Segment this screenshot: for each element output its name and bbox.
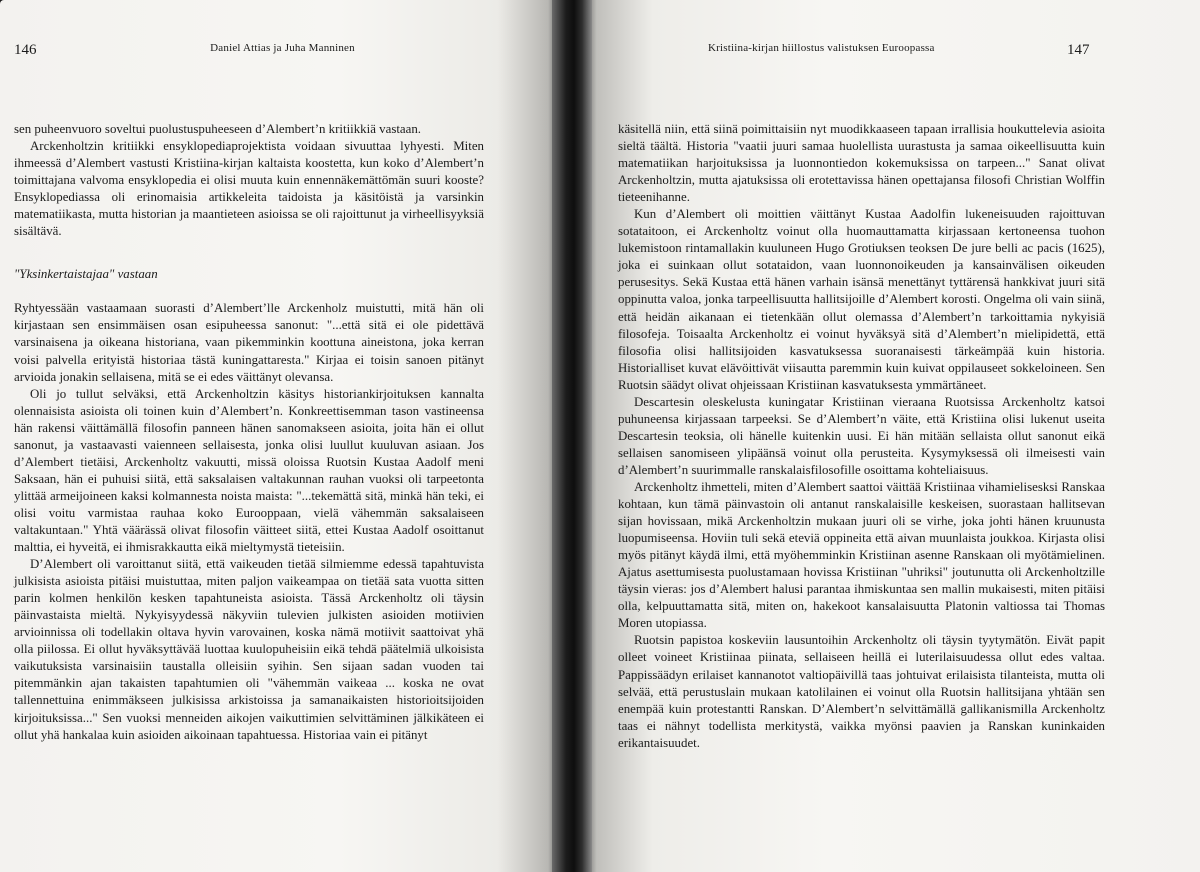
paragraph: Kun d’Alembert oli moittien väittänyt Kustaa Aadolfin lukeneisuuden rajoittuvan sotataitoon, ei Arckenholtz voinut olla huomauttamatta kirjassaan kertoneensa tuohon lukemistoon rintamallakin kuuluneen Hugo Grotiuksen teoksen De jure belli ac pacis (1625), joka ei suinkaan ollut sotataidon, vaan luonnonoikeuden ja kansainvälisen oikeuden perusesitys. Sekä Kustaa että hänen varhain isänsä menettänyt tyttärensä hankkivat juuri sitä oppinutta valoa, jonka tarpeellisuutta hallitsijoille d’Alembert korosti. Ongelma oli vain siinä, että heidän aikanaan ei tietenkään ollut olemassa d’Alembert’n tarkoittamia nykyisiä filosofeja. Toisaalta Arckenholtz ei voinut hyväksyä sitä d’Alembert’n mielipidettä, että filosofia olisi hallitsijoiden kasvatuksessa suoranaisesti tärkeämpää kuin historia. Historialliset kuvat elävöittivät viisautta paremmin kuin kuivat oppilauseet sokkeloineen. Sen Ruotsin säädyt olivat ohjeissaan Kristiinan kasvatuksesta ymmärtäneet. — [618, 207, 1105, 392]
page-number-left: 146 — [14, 42, 37, 58]
paragraph: Descartesin oleskelusta kuningatar Kristiinan vieraana Ruotsissa Arckenholtz katsoi puhuneensa kirjassaan tarpeeksi. Se d’Alembert’n väite, että Kristiina olisi lukenut useita Descartesin teoksia, oli hänelle kuitenkin uusi. Ei hän mitään sellaista ollut sanonut eikä sellaisen sanomiseen ylipäänsä voinut olla perusteita. Kysymyksessä oli ilmeisesti vain d’Alembert’n suurimmalle ranskalaisfilosofille osoittama kohteliaisuus. — [618, 394, 1105, 477]
left-page — [0, 0, 565, 872]
running-head-left: Daniel Attias ja Juha Manninen — [210, 42, 355, 54]
section-heading: "Yksinkertaistajaa" vastaan — [14, 267, 158, 282]
paragraph: Arckenholtzin kritiikki ensyklopediaprojektista voidaan sivuuttaa lyhyesti. Miten ihmeessä d’Alembert vastusti Kristiina-kirjan kaltaista koostetta, kun koko d’Alembert’n toimittajana valvoma ensyklopedia ei olisi muuta kuin ennennäkemättömän suuri kooste? Ensyklopediassa oli erinomaisia artikkeleita taidoista ja käsitöistä ja varsinkin matematiikasta, mutta historian ja maantieteen asioissa se oli rajoittunut ja virheellisyyksiä sisältävä. — [14, 139, 484, 239]
paragraph: sen puheenvuoro soveltui puolustuspuheeseen d’Alembert’n kritiikkiä vastaan. — [14, 122, 422, 136]
page-number-right: 147 — [1067, 42, 1090, 58]
right-page-body — [618, 121, 1105, 752]
running-head-right: Kristiina-kirjan hiillostus valistuksen Euroopassa — [708, 42, 935, 54]
paragraph: Ryhtyessään vastaamaan suorasti d’Alembert’lle Arckenholz muistutti, mitä hän oli kirjastaan sen ensimmäisen osan esipuheessa sanonut: "...että sitä ei ole pidettävä varsinaisena ja oikeana historiana, vaan pikemminkin koottuna aineistona, joka kerran voisi palvella erityistä historiaa tästä kuningattaresta." Kirjaa ei toisin sanoen pitänyt arvioida jonakin sellaisena, mitä se ei edes väittänyt olevansa. — [14, 301, 484, 384]
paragraph: käsitellä niin, että siinä poimittaisiin nyt muodikkaaseen tapaan irrallisia houkuttelevia asioita sieltä täältä. Historia "vaatii juuri samaa huolellista uurastusta ja samaa oikeellisuutta kuin matematiikan harjoituksissa ja luonnontiedon kokemuksissa on tarpeen..." Sanat olivat Arckenholtzin, mutta ajatuksissa oli erotettavissa hänen opettajansa filosofi Christian Wolffin tieteenihanne. — [618, 122, 1105, 205]
book-gutter — [552, 0, 592, 872]
paragraph: Arckenholtz ihmetteli, miten d’Alembert saattoi väittää Kristiinaa vihamielisesksi Ranskaa kohtaan, kun tämä päinvastoin oli antanut ranskalaisille keskeisen, suorastaan hallitsevan sijan hovissaan, mikä Arckenholtzin mukaan juuri oli se virhe, joka johti hänen kruunusta luopumiseensa. Hoviin tuli sekä eteviä oppineita että aivan muunlaista joukkoa. Kirjasta olisi myös pitänyt käydä ilmi, että myöhemminkin Kristiinan asenne Ranskaan oli myötämielinen. Ajatus asettumisesta puolustamaan hovissa Kristiinan "uhriksi" joutunutta oli Arckenholtzille täysin vieras: jos d’Alembert halusi parantaa ihmiskuntaa sen mallin mukaisesti, miten pitäisi olla, kelpuuttamatta sitä, miten on, hakekoot kansalaisuutta Platonin valtiossa tai Thomas Moren utopiassa. — [618, 479, 1105, 631]
paragraph: Oli jo tullut selväksi, että Arckenholtzin käsitys historiankirjoituksen kannalta olennaisista asioista oli toinen kuin d’Alembert’n. Konkreettisemman tason vastineensa hän rakensi väittämällä filosofin panneen hänen sanomakseen asioita, joita hän ei ollut sanonut, ja vastaavasti vaienneen sellaisesta, jonka olisi luullut kuuluvan asiaan. Jos d’Alembert tietäisi, Arckenholtz vakuutti, missä oloissa Ruotsin Kustaa Aadolf meni Saksaan, hän ei puhuisi siitä, että saksalaisen valtakunnan rauhan vuoksi oli tarpeetonta ylittää armeijoineen kaksi kolmannesta noista maista: "...tekemättä sitä, minkä hän teki, ei olisi voitu varmistaa rauhaa koko Eurooppaan, vielä vähemmän saksalaiseen valtakuntaan." Yhtä väärässä olivat filosofin väitteet siitä, ettei Kustaa Aadolf osoittanut malttia, ei hyveitä, ei ihmisrakkautta eikä mieltymystä tieteisiin. — [14, 386, 484, 555]
right-page — [578, 0, 1200, 872]
left-page-body — [14, 121, 484, 744]
paragraph: D’Alembert oli varoittanut siitä, että vaikeuden tietää silmiemme edessä tapahtuvista julkisista asioista pitäisi muistuttaa, miten paljon vaikeampaa on tietää sata vuotta sitten parin kolmen henkilön kesken tapahtuneista asioista. Tässä Arckenholtz oli täysin päinvastaista mieltä. Nykyisyydessä näkyviin tulevien julkisten asioiden motiivien arvioinnissa oli todellakin oltava hyvin varovainen, koska nämä motiivit saattoivat yhä olla piilossa. Ei ollut hyväksyttävää luottaa kuulopuheisiin eikä tehdä päätelmiä ulkoisista vaikutuksista varsinaisiin taustalla olleisiin syihin. Sen sijaan sadan vuoden tai pitemmänkin ajan takaisten tapahtumien oli "vähemmän vaikeaa ... koska ne ovat tallennettuina enimmäkseen julkisissa arkistoissa ja samanaikaisten historioitsijoiden kirjoituksissa..." Sen vuoksi menneiden aikojen vaikuttimien selvittäminen jälkikäteen ei ollut yhä hankalaa kuin asioiden aikoinaan tapahtuessa. Historiaa vain ei pitänyt — [14, 557, 484, 742]
paragraph: Ruotsin papistoa koskeviin lausuntoihin Arckenholtz oli täysin tyytymätön. Eivät papit olleet voineet Kristiinaa piinata, sellaiseen heillä ei luterilaisuudessa ollut edes valtaa. Pappissäädyn erilaiset kannanotot valtiopäivillä taas johtuivat erilaisista tilanteista, mutta oli selvää, että perustuslain mukaan katolilainen ei voinut olla Ruotsin hallitsijana yhtään sen enempää kuin protestantti Ranskan. D’Alembert’n selvittämällä gallikanismilla Arckenholtz taas ei nähnyt todellista merkitystä, vaikka myönsi paavien ja Ranskan kuninkaiden erikantaisuudet. — [618, 633, 1105, 750]
